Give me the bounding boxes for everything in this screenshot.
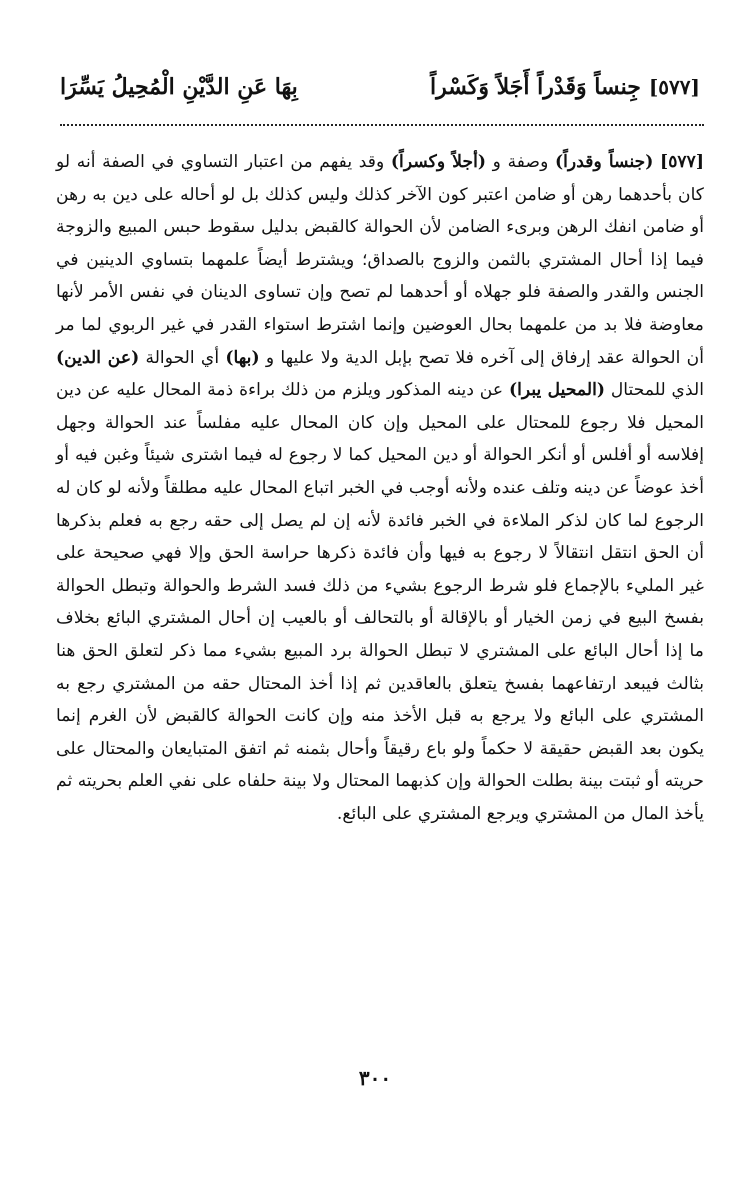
commentary-text-part-2: أي الحوالة [139,347,226,368]
commentary-text-part-3: الذي للمحتال [605,380,704,401]
verse-second-half-text: بِهَا عَنِ الدَّيْنِ الْمُحِيلُ يَسِّرَا [60,74,298,100]
quoted-term-ajalan-wa-kasran: (أجلاً وكسراً) [390,152,487,172]
commentary-text-part-4: عن دينه المذكور ويلزم من ذلك براءة ذمة المحال عليه عن دين المحيل فلا رجوع للمحتال على المحيل وإن كان المحال عليه مفلساً عند الحوالة وجهل إفلاسه أو أفلس أو أنكر الحوالة أو دين المحيل كما لا رجوع له فيما اشترى شيئاً وغبن فيه أو أخذ عوضاً عن دينه وتلف عنده ولأنه أوجب في الخبر اتباع المحال عليه مطلقاً ولأنه لو كان له الرجوع لما كان لذكر الملاءة في الخبر فائدة لأنه إن لم يصل إلى حقه رجع به فعلم بذكرها أن الحق انتقل انتقالاً لا رجوع به فيها وأن فائدة ذكرها حراسة الحق وإلا فهي صحيحة على غير المليء بالإجماع فلو شرط الرجوع بشيء من ذلك فسد الشرط والحوالة وتبطل الحوالة بفسخ البيع في زمن الخيار أو بالإقالة أو بالتحالف أو بالعيب إن أحال المشتري البائع بخلاف ما إذا أحال البائع على المشتري لا تبطل الحوالة برد المبيع بشيء مما ذكر لتعلق الحق هنا بثالث فيبعد ارتفاعهما بفسخ يتعلق بالعاقدين ثم إذا أخذ المحتال حقه من المشتري رجع به المشتري على البائع ولا يرجع به قبل الأخذ منه وإن كانت الحوالة كالقبض لأن الغرم إنما يكون بعد القبض حقيقة لا حكماً ولو باع رقيقاً وأحال بثمنه ثم اتفق المتبايعان والمحتال على حريته أو ثبتت بينة بطلت الحوالة وإن كذبهما المحتال ولا بينة حلفاه على نفي العلم بحريته ثم يأخذ المال من المشتري ويرجع المشتري على البائع. [56,380,704,824]
dotted-divider [60,124,704,126]
quoted-term-al-muhil-yabra: (المحيل يبرا) [508,380,606,401]
commentary-body [56,146,704,830]
commentary-paragraph [56,146,704,830]
quoted-term-biha: (بها) [225,347,260,368]
page-number: ٣٠٠ [358,1066,392,1090]
commentary-text-part-1: وقد يفهم من اعتبار التساوي في الصفة أنه لو كان بأحدهما رهن أو ضامن اعتبر كون الآخر كذلك وليس كذلك بل لو أحاله على دين به رهن أو ضامن انفك الرهن وبرىء الضامن لأن الحوالة كالقبض بدليل سقوط حبس المبيع والزوجة فيما إذا أحال المشتري بالثمن والزوج بالصداق؛ ويشترط أيضاً علمهما بتساوي الدينين في الجنس والقدر والصفة فلو جهلاه أو أحدهما لم تصح وإن تساوى الدينان في نفس الأمر لأنها معاوضة فلا بد من علمهما بحال العوضين وإنما اشترط استواء القدر في غير الربوي لما مر أن الحوالة عقد إرفاق إلى آخره فلا تصح بإبل الدية ولا عليها و [56,152,704,368]
verse-number: [٥٧٧] [648,75,700,99]
commentary-verse-number: [٥٧٧] [660,152,705,172]
verse-first-hemistich [430,74,700,100]
verse-first-half-text: جِنساً وَقَدْراً أَجَلاً وَكَسْراً [430,74,641,100]
verse-header [60,74,700,100]
quoted-term-an-al-dayn: (عن الدين) [56,347,140,368]
commentary-connector: وصفة و [486,152,556,172]
quoted-term-jinsan-wa-qadran: (جنساً وقدراً) [555,152,654,172]
